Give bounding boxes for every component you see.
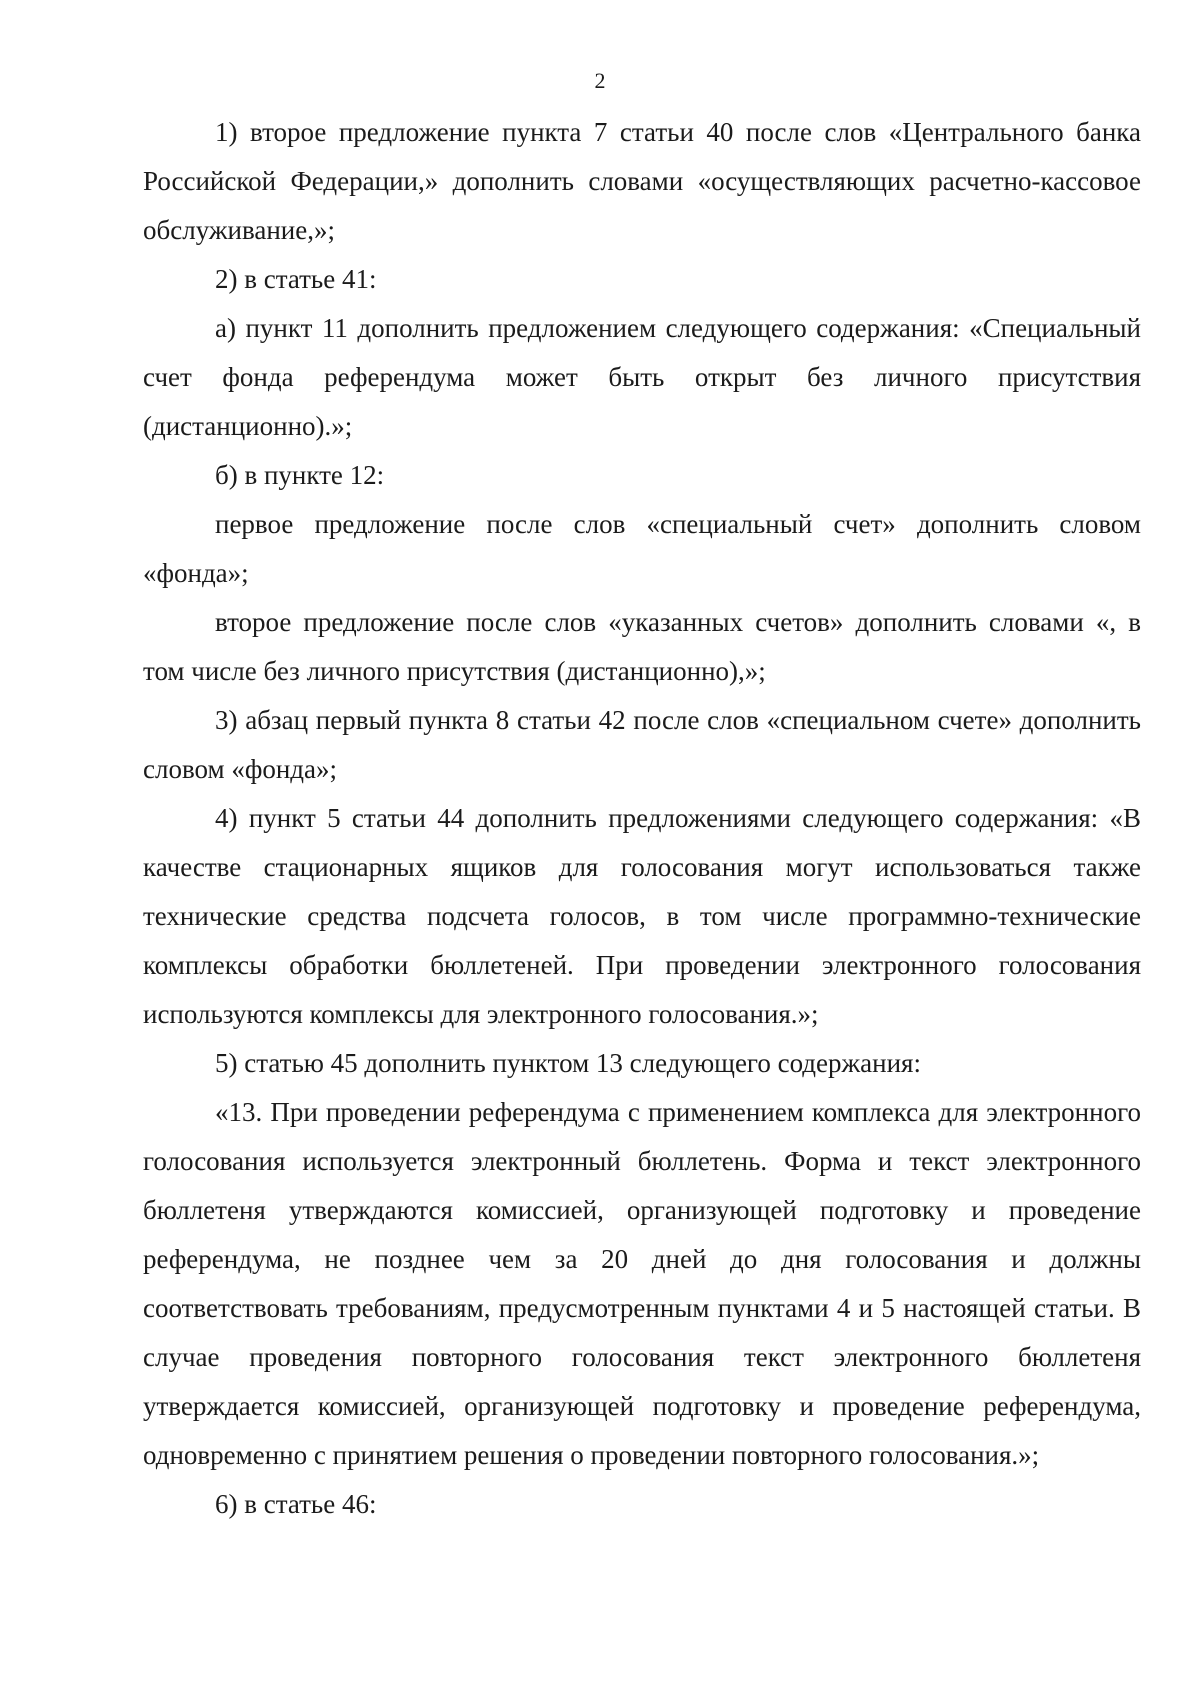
document-body	[143, 108, 1141, 1529]
paragraph-11: 6) в статье 46:	[215, 1489, 377, 1519]
paragraph-4: б) в пункте 12:	[215, 460, 385, 490]
paragraph-5: первое предложение после слов «специальный счет» дополнить словом «фонда»;	[143, 509, 1141, 588]
paragraph-2: 2) в статье 41:	[215, 264, 377, 294]
paragraph-1: 1) второе предложение пункта 7 статьи 40 после слов «Центрального банка Российской Федерации,» дополнить словами «осуществляющих расчетно-кассовое обслуживание,»;	[143, 117, 1141, 245]
page-number: 2	[594, 68, 606, 93]
paragraph-3: а) пункт 11 дополнить предложением следующего содержания: «Специальный счет фонда референдума может быть открыт без личного присутствия (дистанционно).»;	[143, 313, 1141, 441]
paragraph-7: 3) абзац первый пункта 8 статьи 42 после слов «специальном счете» дополнить словом «фонда»;	[143, 705, 1141, 784]
paragraph-10: «13. При проведении референдума с применением комплекса для электронного голосования используется электронный бюллетень. Форма и текст электронного бюллетеня утверждаются комиссией, организующей подготовку и проведение референдума, не позднее чем за 20 дней до дня голосования и должны соответствовать требованиям, предусмотренным пунктами 4 и 5 настоящей статьи. В случае проведения повторного голосования текст электронного бюллетеня утверждается комиссией, организующей подготовку и проведение референдума, одновременно с принятием решения о проведении повторного голосования.»;	[143, 1097, 1141, 1470]
paragraph-8: 4) пункт 5 статьи 44 дополнить предложениями следующего содержания: «В качестве стационарных ящиков для голосования могут использоваться также технические средства подсчета голосов, в том числе программно-технические комплексы обработки бюллетеней. При проведении электронного голосования используются комплексы для электронного голосования.»;	[143, 803, 1141, 1029]
paragraph-9: 5) статью 45 дополнить пунктом 13 следующего содержания:	[215, 1048, 921, 1078]
paragraph-6: второе предложение после слов «указанных счетов» дополнить словами «, в том числе без личного присутствия (дистанционно),»;	[143, 607, 1141, 686]
